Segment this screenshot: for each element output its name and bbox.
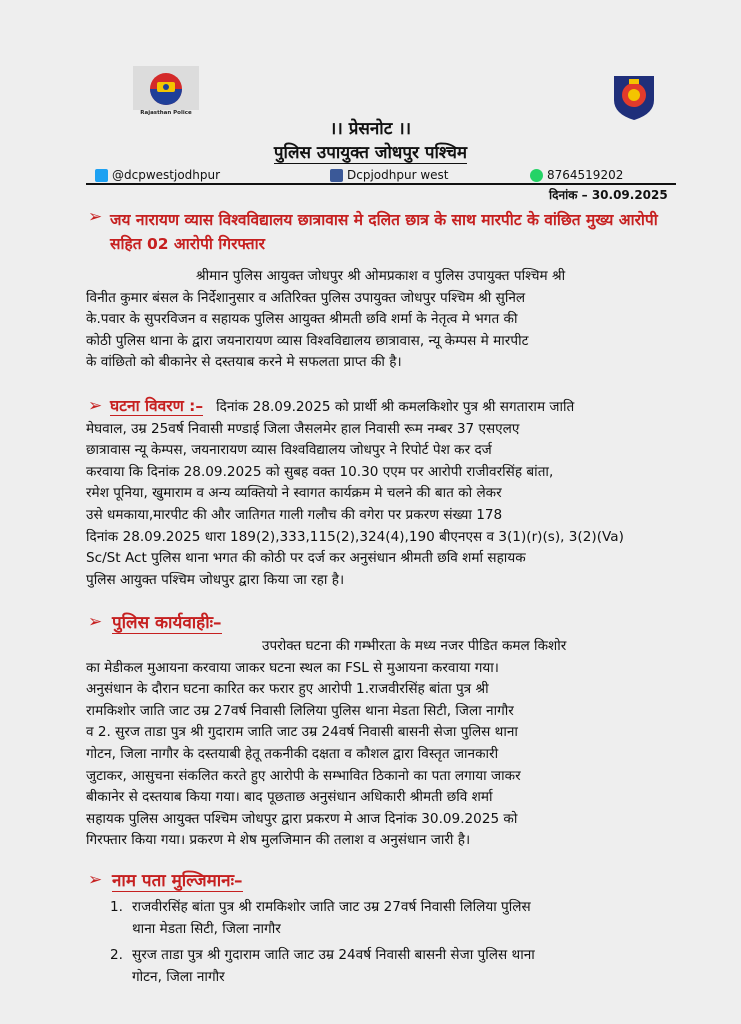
logo-label: Rajasthan Police [140,110,192,116]
list-item [110,944,680,992]
action-line: गोटन, जिला नागौर के दस्तयाबी हेतू तकनीकी दक्षता व कौशल द्वारा विस्तृत जानकारी [86,745,499,762]
rajasthan-police-logo [133,66,199,120]
action-line: सहायक पुलिस आयुक्त पश्चिम जोधपुर द्वारा प्रकरण मे आज दिनांक 30.09.2025 को [86,810,518,827]
incident-heading: घटना विवरण :– [110,397,204,415]
press-date: दिनांक – 30.09.2025 [549,188,668,202]
incident-line: करवाया कि दिनांक 28.09.2025 को सुबह वक्त 10.30 एएम पर आरोपी राजीवरसिंह बांता, [86,463,554,480]
action-line: बीकानेर से दस्तयाब किया गया। बाद पूछताछ अनुसंधान अधिकारी श्रीमती छवि शर्मा [86,789,493,806]
action-heading-text: पुलिस कार्यवाहीः– [112,613,222,633]
action-heading [112,610,222,633]
bullet-arrow-icon: ➢ [88,870,103,890]
intro-line: श्रीमान पुलिस आयुक्त जोधपुर श्री ओमप्रकाश व पुलिस उपायुक्त पश्चिम श्री [196,268,566,284]
bullet-arrow-icon: ➢ [88,207,103,227]
intro-line: विनीत कुमार बंसल के निर्देशानुसार व अतिरिक्त पुलिस उपायुक्त जोधपुर पश्चिम श्री सुनिल [86,289,526,306]
incident-line: पुलिस आयुक्त पश्चिम जोधपुर द्वारा किया जा रहा है। [86,571,345,588]
incident-paragraph [86,396,676,591]
incident-line: छात्रावास न्यू केम्पस, जयनारायण व्यास विश्वविद्यालय जोधपुर ने रिपोर्ट पेश कर दर्ज [86,442,492,459]
incident-line: Sc/St Act पुलिस थाना भगत की कोठी पर दर्ज कर अनुसंधान श्रीमती छवि शर्मा सहायक [86,550,526,567]
facebook-handle[interactable] [330,166,448,184]
action-paragraph [86,636,676,852]
incident-line: दिनांक 28.09.2025 धारा 189(2),333,115(2),324(4),190 बीएनएस व 3(1)(r)(s), 3(2)(Va) [86,528,624,545]
action-line: उपरोक्त घटना की गम्भीरता के मध्य नजर पीडित कमल किशोर [262,638,567,654]
incident-line: उसे धमकाया,मारपीट की और जातिगत गाली गलौच की वगेरा पर प्रकरण संख्या 178 [86,506,503,523]
list-item-text [132,944,680,988]
office-title [0,140,741,163]
whatsapp-text: 8764519202 [547,168,624,182]
action-line: का मेडीकल मुआयना करवाया जाकर घटना स्थल का FSL से मुआयना करवाया गया। [86,659,499,676]
whatsapp-icon [530,169,543,182]
intro-line: के वांछितो को बीकानेर से दस्तयाब करने मे सफलता प्राप्त की है। [86,354,402,371]
office-title-text: पुलिस उपायुक्त जोधपुर पश्चिम [273,143,468,163]
list-item-line: राजवीरसिंह बांता पुत्र श्री रामकिशोर जाति जाट उम्र 27वर्ष निवासी लिलिया पुलिस [132,899,531,915]
commissionerate-emblem-icon [608,70,660,122]
incident-line: दिनांक 28.09.2025 को प्रार्थी श्री कमलकिशोर पुत्र श्री सगताराम जाति [216,399,575,415]
action-line: जुटाकर, आसुचना संकलित करते हुए आरोपी के सम्भावित ठिकानो का पता लगाया जाकर [86,767,521,784]
intro-line: कोठी पुलिस थाना के द्वारा जयनारायण व्यास विश्वविद्यालय छात्रावास, न्यू केम्पस मे मारपीट [86,332,529,349]
action-line: रामकिशोर जाति जाट उम्र 27वर्ष निवासी लिलिया पुलिस थाना मेडता सिटी, जिला नागौर [86,702,514,719]
incident-line: मेघवाल, उम्र 25वर्ष निवासी मण्डाई जिला जैसलमेर हाल निवासी रूम नम्बर 37 एसएलए [86,420,520,437]
intro-line: के.पवार के सुपरविजन व सहायक पुलिस आयुक्त श्रीमती छवि शर्मा के नेतृत्व मे भगत की [86,311,518,328]
headline: जय नारायण व्यास विश्वविद्यालय छात्रावास मे दलित छात्र के साथ मारपीट के वांछित मुख्य आरोपी सहित 02 आरोपी गिरफ्तार [110,211,658,253]
twitter-handle[interactable] [95,166,220,184]
twitter-text: @dcpwestjodhpur [112,168,221,182]
action-line: अनुसंधान के दौरान घटना कारित कर फरार हुए आरोपी 1.राजवीरसिंह बांता पुत्र श्री [86,681,489,698]
list-item-number: 1. [110,899,123,915]
bullet-arrow-icon: ➢ [88,396,103,416]
header-divider [86,183,676,185]
facebook-text: Dcpjodhpur west [347,168,449,182]
list-item [110,896,680,944]
list-item-line: थाना मेडता सिटी, जिला नागौर [132,921,281,937]
facebook-icon [330,169,343,182]
accused-heading [112,868,243,891]
action-line: गिरफ्तार किया गया। प्रकरण मे शेष मुलजिमान की तलाश व अनुसंधान जारी है। [86,832,471,849]
list-item-number: 2. [110,947,123,963]
twitter-icon [95,169,108,182]
incident-first-line [86,396,676,419]
whatsapp-number[interactable] [530,166,623,184]
press-note-title: ।। प्रेसनोट ।। [329,119,412,139]
accused-heading-text: नाम पता मुल्जिमानः– [112,871,243,891]
incident-line: रमेश पूनिया, खुमाराम व अन्य व्यक्तियो ने स्वागत कार्यक्रम मे चलने की बात को लेकर [86,485,502,502]
list-item-text [132,896,680,940]
intro-paragraph [86,266,676,374]
list-item-line: गोटन, जिला नागौर [132,969,225,985]
action-line: व 2. सुरज ताडा पुत्र श्री गुदाराम जाति जाट उम्र 24वर्ष निवासी बासनी सेजा पुलिस थाना [86,724,518,741]
bullet-arrow-icon: ➢ [88,612,103,632]
list-item-line: सुरज ताडा पुत्र श्री गुदाराम जाति जाट उम्र 24वर्ष निवासी बासनी सेजा पुलिस थाना [132,947,535,963]
